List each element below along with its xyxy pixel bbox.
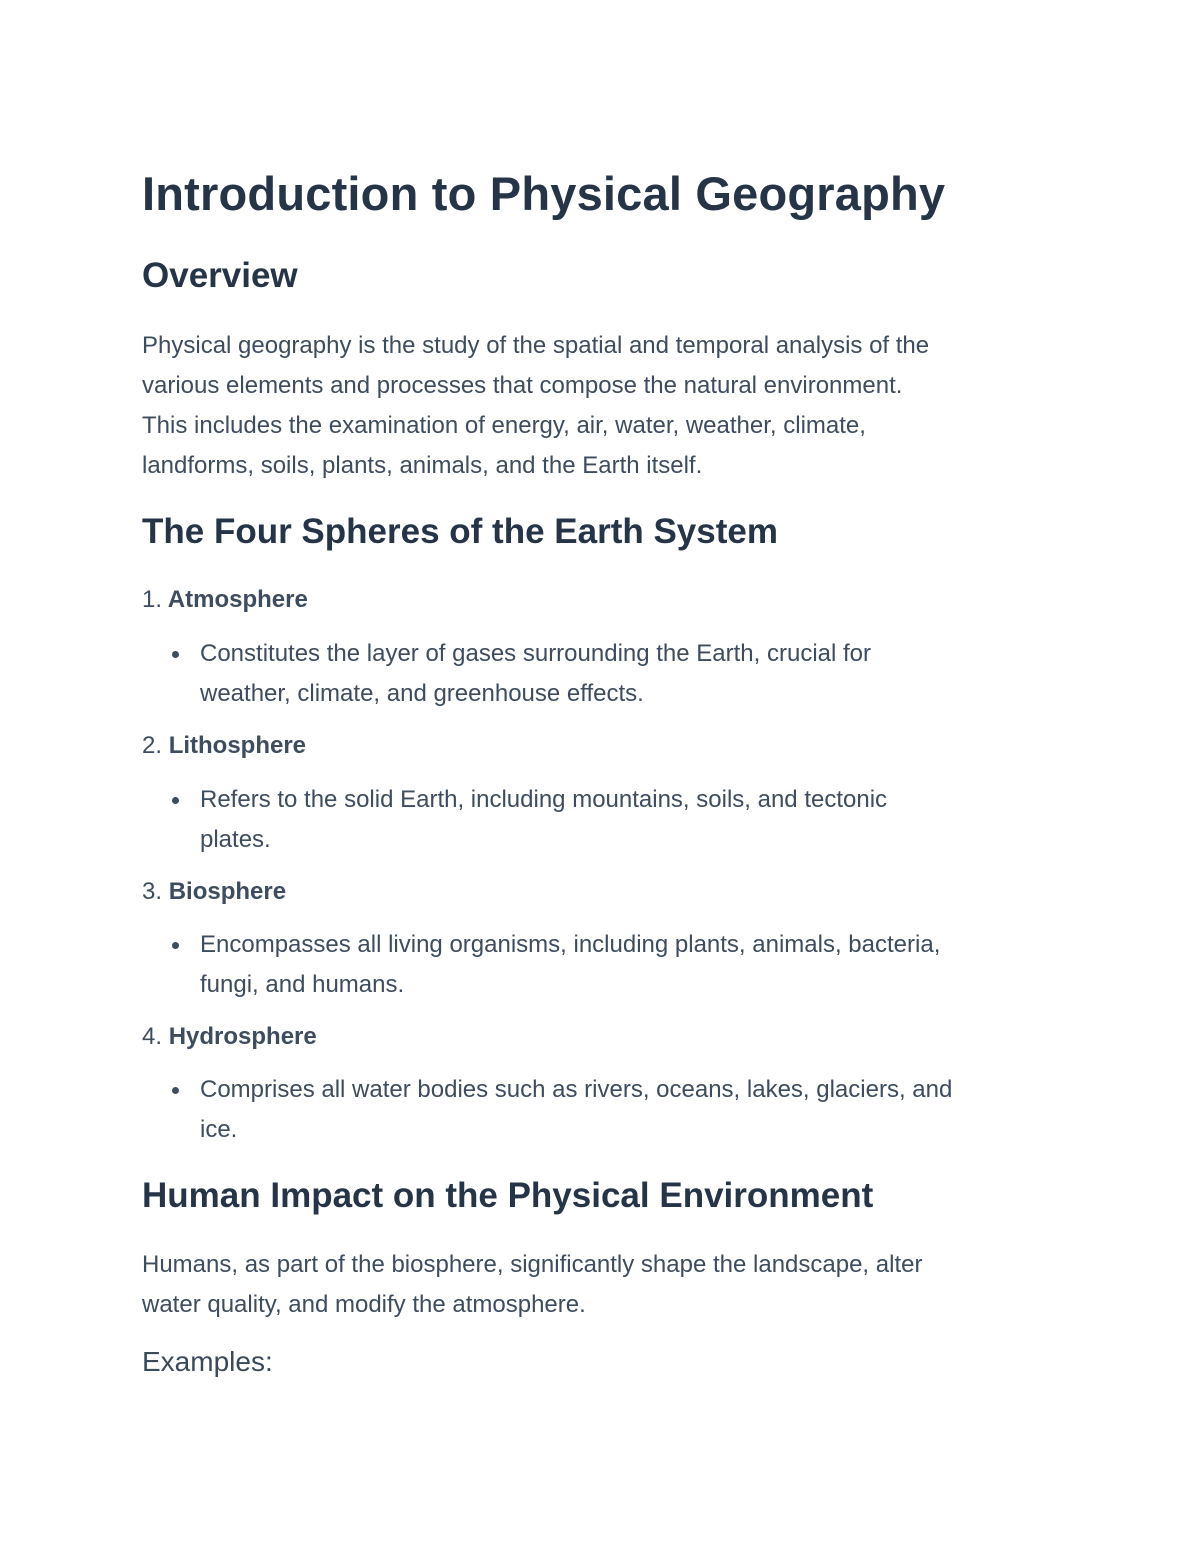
bullet-text bbox=[200, 634, 871, 714]
list-number: 4. bbox=[142, 1023, 163, 1050]
bullet-icon bbox=[172, 942, 179, 949]
bullet-line: Refers to the solid Earth, including mountains, soils, and tectonic bbox=[200, 786, 888, 813]
bullet-icon bbox=[172, 651, 179, 658]
human-impact-heading: Human Impact on the Physical Environment bbox=[142, 1176, 874, 1215]
bullet-text bbox=[200, 780, 887, 860]
sphere-name: Biosphere bbox=[168, 878, 287, 905]
sphere-name: Atmosphere bbox=[167, 586, 308, 613]
overview-heading: Overview bbox=[142, 256, 298, 295]
list-number: 2. bbox=[142, 732, 163, 759]
list-number: 3. bbox=[142, 878, 163, 905]
human-impact-line: Humans, as part of the biosphere, significantly shape the landscape, alter bbox=[142, 1251, 923, 1278]
bullet-line: Encompasses all living organisms, including plants, animals, bacteria, bbox=[200, 931, 941, 958]
page-title: Introduction to Physical Geography bbox=[142, 167, 946, 220]
bullet-icon bbox=[172, 1087, 179, 1094]
bullet-line: Comprises all water bodies such as rivers, oceans, lakes, glaciers, and bbox=[200, 1076, 953, 1103]
sphere-item-lithosphere bbox=[142, 732, 306, 760]
sphere-item-atmosphere bbox=[142, 586, 308, 614]
list-number: 1. bbox=[142, 586, 163, 613]
human-impact-line: water quality, and modify the atmosphere. bbox=[142, 1291, 586, 1318]
sphere-item-hydrosphere bbox=[142, 1023, 317, 1051]
bullet-line: fungi, and humans. bbox=[200, 971, 405, 998]
overview-line: various elements and processes that compose the natural environment. bbox=[142, 372, 903, 399]
bullet-line: Constitutes the layer of gases surrounding the Earth, crucial for bbox=[200, 640, 872, 667]
bullet-text bbox=[200, 1070, 952, 1150]
sphere-name: Lithosphere bbox=[168, 732, 307, 759]
bullet-line: plates. bbox=[200, 826, 271, 853]
bullet-text bbox=[200, 925, 940, 1005]
examples-heading: Examples: bbox=[142, 1346, 273, 1377]
overview-line: landforms, soils, plants, animals, and the Earth itself. bbox=[142, 452, 703, 479]
sphere-name: Hydrosphere bbox=[168, 1023, 317, 1050]
human-impact-paragraph bbox=[142, 1245, 1062, 1325]
sphere-item-biosphere bbox=[142, 878, 286, 906]
overview-line: This includes the examination of energy, air, water, weather, climate, bbox=[142, 412, 866, 439]
overview-paragraph bbox=[142, 326, 1062, 486]
bullet-line: weather, climate, and greenhouse effects. bbox=[200, 680, 644, 707]
overview-line: Physical geography is the study of the spatial and temporal analysis of the bbox=[142, 332, 930, 359]
spheres-heading: The Four Spheres of the Earth System bbox=[142, 512, 778, 551]
bullet-line: ice. bbox=[200, 1116, 238, 1143]
bullet-icon bbox=[172, 797, 179, 804]
